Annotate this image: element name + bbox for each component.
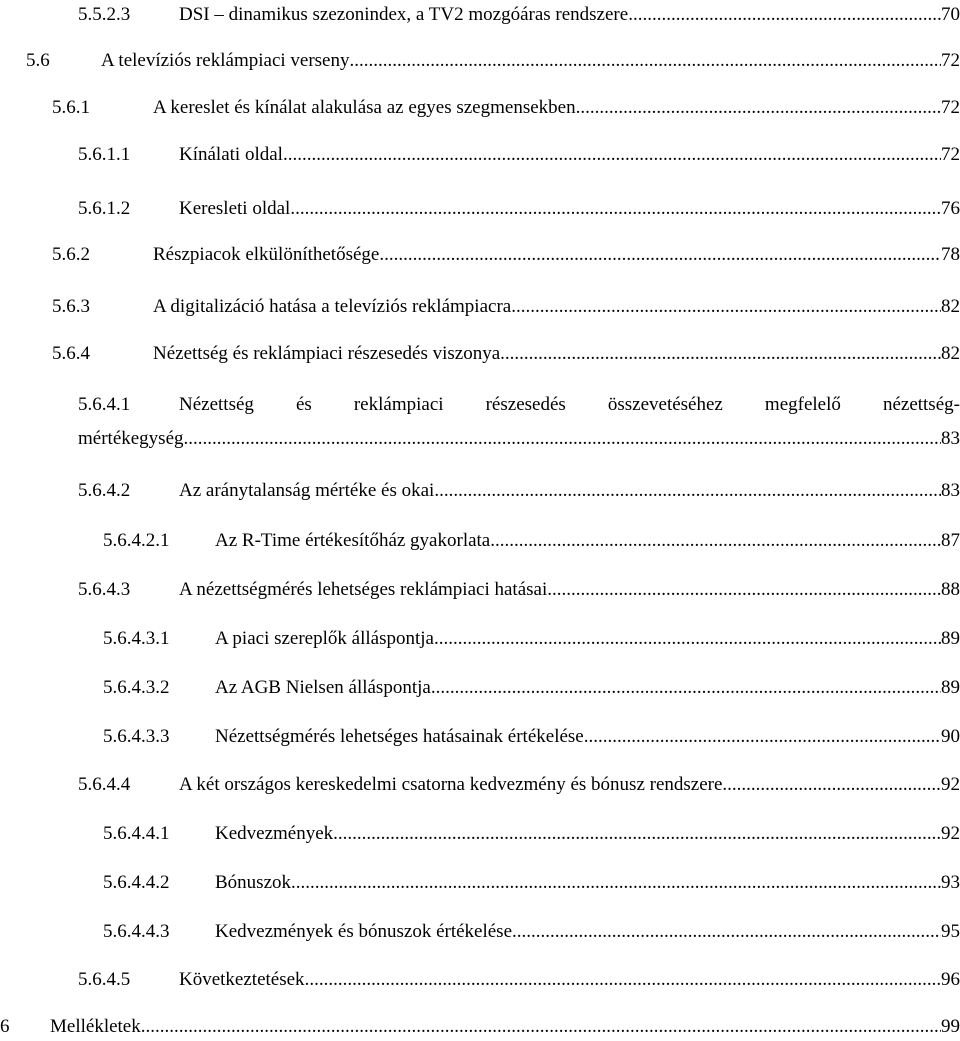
dot-leader: [490, 528, 941, 554]
toc-entry-page: 92: [941, 774, 960, 795]
dot-leader: [184, 426, 941, 452]
title-word: részesedés: [485, 394, 566, 415]
dot-leader: [722, 772, 941, 798]
dot-leader: [291, 870, 941, 896]
toc-entry[interactable]: [78, 967, 960, 993]
dot-leader: [283, 142, 941, 168]
toc-entry[interactable]: [103, 675, 960, 701]
toc-entry-page: 92: [941, 823, 960, 844]
toc-entry-title: A kereslet és kínálat alakulása az egyes szegmensekben: [153, 97, 576, 118]
toc-entry-title: Következtetések: [179, 969, 305, 990]
toc-entry-number: 5.6.4.3.3: [103, 726, 170, 747]
dot-leader: [379, 242, 941, 268]
toc-entry-page: 72: [941, 50, 960, 71]
toc-entry[interactable]: [103, 626, 960, 652]
toc-entry[interactable]: [78, 196, 960, 222]
dot-leader: [628, 2, 941, 28]
dot-leader: [305, 967, 941, 993]
dot-leader: [547, 577, 941, 603]
dot-leader: [434, 626, 941, 652]
toc-entry-title: A nézettségmérés lehetséges reklámpiaci hatásai: [179, 579, 548, 600]
toc-entry-title-line2: mértékegység: [78, 428, 184, 449]
toc-entry-title-line1: [179, 392, 960, 418]
toc-entry-number: 5.6.4.4.1: [103, 823, 170, 844]
toc-entry-page: 89: [941, 677, 960, 698]
dot-leader: [290, 196, 941, 222]
toc-entry-page: 90: [941, 726, 960, 747]
toc-entry-page: 72: [941, 97, 960, 118]
dot-leader: [584, 724, 941, 750]
toc-entry[interactable]: [103, 724, 960, 750]
toc-entry-title: A piaci szereplők álláspontja: [215, 628, 434, 649]
toc-entry[interactable]: [103, 821, 960, 847]
toc-entry-title: Nézettségmérés lehetséges hatásainak értékelése: [215, 726, 584, 747]
title-word: Nézettség: [179, 394, 254, 415]
toc-entry[interactable]: [103, 870, 960, 896]
toc-entry-title: A két országos kereskedelmi csatorna kedvezmény és bónusz rendszere: [179, 774, 723, 795]
toc-entry-page: 83: [941, 428, 960, 449]
toc-entry-number: 5.6.4.5: [78, 969, 131, 990]
dot-leader: [500, 341, 941, 367]
title-word: reklámpiaci: [353, 394, 444, 415]
toc-entry[interactable]: [78, 142, 960, 168]
toc-entry-number: 5.6.4.3: [78, 579, 131, 600]
title-word: és: [295, 394, 312, 415]
toc-entry-title: Az aránytalanság mértéke és okai: [179, 480, 435, 501]
title-word: megfelelő: [764, 394, 841, 415]
toc-entry-number: 5.6.4.4.3: [103, 921, 170, 942]
toc-entry[interactable]: [52, 341, 960, 367]
toc-entry[interactable]: [78, 577, 960, 603]
toc-entry-title: Mellékletek: [50, 1016, 141, 1037]
toc-entry-number: 5.6.1: [52, 97, 90, 118]
toc-entry-page: 82: [941, 296, 960, 317]
toc-entry-title: Az AGB Nielsen álláspontja: [215, 677, 431, 698]
toc-entry-page: 76: [941, 198, 960, 219]
toc-entry-number: 5.6.1.1: [78, 144, 131, 165]
title-word: összevetéséhez: [607, 394, 723, 415]
toc-entry-number: 5.6: [26, 50, 50, 71]
toc-entry-title: Részpiacok elkülöníthetősége: [153, 244, 380, 265]
toc-entry[interactable]: [78, 478, 960, 504]
toc-entry[interactable]: [52, 95, 960, 121]
dot-leader: [576, 95, 941, 121]
toc-entry-number: 5.6.2: [52, 244, 90, 265]
title-word: nézettség-: [882, 394, 960, 415]
dot-leader: [350, 48, 942, 74]
toc-entry-number: 5.6.4.2: [78, 480, 131, 501]
toc-entry-page: 87: [941, 530, 960, 551]
toc-entry-page: 78: [941, 244, 960, 265]
toc-entry-title: Bónuszok: [215, 872, 291, 893]
toc-entry-page: 93: [941, 872, 960, 893]
toc-entry-number: 5.5.2.3: [78, 4, 131, 25]
toc-entry-title: A televíziós reklámpiaci verseny: [101, 50, 350, 71]
toc-entry-number: 5.6.4: [52, 343, 90, 364]
toc-entry-number: 5.6.4.2.1: [103, 530, 170, 551]
toc-entry-page: 96: [941, 969, 960, 990]
toc-entry[interactable]: [52, 294, 960, 320]
dot-leader: [511, 294, 941, 320]
toc-entry[interactable]: [52, 242, 960, 268]
toc-entry-page: 72: [941, 144, 960, 165]
toc-entry-title: Kínálati oldal: [179, 144, 283, 165]
toc-entry-title: Kedvezmények: [215, 823, 334, 844]
toc-entry-page: 70: [941, 4, 960, 25]
dot-leader: [141, 1014, 941, 1040]
toc-entry-number: 5.6.1.2: [78, 198, 131, 219]
toc-entry[interactable]: [78, 772, 960, 798]
toc-entry-number: 5.6.4.3.1: [103, 628, 170, 649]
dot-leader: [333, 821, 941, 847]
dot-leader: [512, 919, 941, 945]
toc-entry-number: 5.6.3: [52, 296, 90, 317]
toc-entry-title: Kedvezmények és bónuszok értékelése: [215, 921, 513, 942]
toc-entry-number: 5.6.4.3.2: [103, 677, 170, 698]
toc-entry-page: 99: [941, 1016, 960, 1037]
toc-entry[interactable]: [0, 1014, 960, 1040]
toc-entry[interactable]: [103, 528, 960, 554]
dot-leader: [431, 675, 941, 701]
toc-entry-number: 5.6.4.4.2: [103, 872, 170, 893]
toc-entry-page: 83: [941, 480, 960, 501]
toc-entry-page: 89: [941, 628, 960, 649]
toc-entry-page: 88: [941, 579, 960, 600]
toc-entry[interactable]: [78, 2, 960, 28]
toc-entry-number: 6: [0, 1016, 10, 1037]
toc-entry-title: A digitalizáció hatása a televíziós reklámpiacra: [153, 296, 512, 317]
toc-entry-page: 95: [941, 921, 960, 942]
toc-entry-title: Nézettség és reklámpiaci részesedés viszonya: [153, 343, 501, 364]
toc-entry-title: Az R-Time értékesítőház gyakorlata: [215, 530, 491, 551]
toc-entry[interactable]: [26, 48, 960, 74]
toc-entry-number: 5.6.4.4: [78, 774, 131, 795]
toc-entry-number: 5.6.4.1: [78, 394, 131, 415]
toc-entry-page: 82: [941, 343, 960, 364]
dot-leader: [434, 478, 941, 504]
toc-entry-title: Keresleti oldal: [179, 198, 291, 219]
toc-entry[interactable]: [103, 919, 960, 945]
toc-entry-title: DSI – dinamikus szezonindex, a TV2 mozgóáras rendszere: [179, 4, 629, 25]
